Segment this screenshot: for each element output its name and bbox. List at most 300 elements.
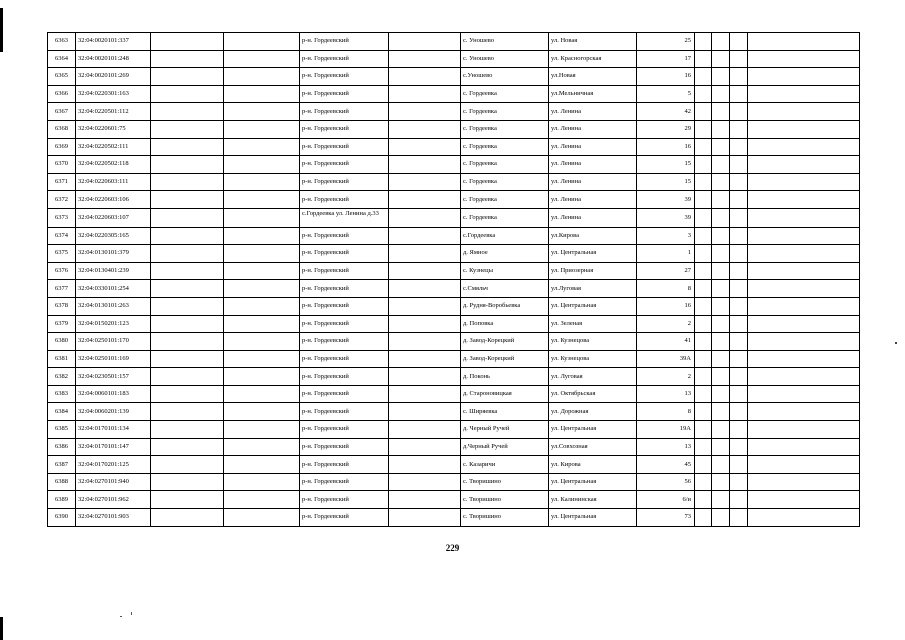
cell-empty — [224, 368, 300, 386]
cell-empty — [389, 191, 461, 209]
cell-empty — [151, 438, 224, 456]
cell-empty — [730, 85, 748, 103]
cell-empty — [712, 50, 730, 68]
cell-record-number: 6385 — [48, 421, 76, 439]
cell-empty — [712, 297, 730, 315]
cell-cadastral-number: 32:04:0220502:118 — [76, 156, 151, 174]
cell-empty — [748, 191, 860, 209]
cell-empty — [695, 350, 712, 368]
cell-empty — [389, 208, 461, 227]
cell-empty — [151, 509, 224, 527]
cell-street: ул. Ленина — [549, 120, 637, 138]
cell-empty — [151, 120, 224, 138]
cell-record-number: 6380 — [48, 333, 76, 351]
cell-house-number: 16 — [637, 68, 695, 86]
cell-empty — [730, 333, 748, 351]
cell-district: р-н. Гордеевский — [300, 333, 389, 351]
cell-empty — [224, 280, 300, 298]
cell-settlement: с. Уношево — [461, 33, 549, 51]
cell-settlement: с. Гордеевка — [461, 191, 549, 209]
table-row — [48, 191, 860, 209]
cell-empty — [712, 509, 730, 527]
cell-district: с.Гордеевка ул. Ленина д.33 — [300, 208, 389, 227]
cell-settlement: с. Кузнецы — [461, 262, 549, 280]
cell-district: р-н. Гордеевский — [300, 156, 389, 174]
cell-empty — [695, 208, 712, 227]
cell-empty — [389, 350, 461, 368]
cell-empty — [712, 103, 730, 121]
cell-district: р-н. Гордеевский — [300, 103, 389, 121]
cell-empty — [151, 403, 224, 421]
cell-empty — [224, 262, 300, 280]
cell-empty — [151, 103, 224, 121]
cell-empty — [224, 68, 300, 86]
cell-cadastral-number: 32:04:0020101:248 — [76, 50, 151, 68]
cell-cadastral-number: 32:04:0220305:165 — [76, 227, 151, 245]
cell-empty — [730, 245, 748, 263]
cell-empty — [224, 473, 300, 491]
cell-empty — [695, 262, 712, 280]
cell-empty — [224, 85, 300, 103]
cell-record-number: 6373 — [48, 208, 76, 227]
cell-empty — [730, 208, 748, 227]
cell-street: ул. Ленина — [549, 138, 637, 156]
cell-settlement: с. Гордеевка — [461, 138, 549, 156]
cell-cadastral-number: 32:04:0220501:112 — [76, 103, 151, 121]
cell-empty — [748, 368, 860, 386]
cell-settlement: с. Гордеевка — [461, 208, 549, 227]
cell-empty — [695, 33, 712, 51]
cell-house-number: 39А — [637, 350, 695, 368]
cell-empty — [151, 245, 224, 263]
cell-empty — [224, 438, 300, 456]
cell-record-number: 6364 — [48, 50, 76, 68]
cell-street: ул. Кузнецова — [549, 350, 637, 368]
cell-empty — [224, 421, 300, 439]
cell-district: р-н. Гордеевский — [300, 315, 389, 333]
cell-house-number: 16 — [637, 138, 695, 156]
cell-house-number: 15 — [637, 156, 695, 174]
table-row — [48, 509, 860, 527]
cell-empty — [748, 120, 860, 138]
cell-empty — [151, 173, 224, 191]
cell-empty — [224, 491, 300, 509]
cell-empty — [695, 173, 712, 191]
cell-empty — [748, 50, 860, 68]
cell-cadastral-number: 32:04:0130401:239 — [76, 262, 151, 280]
table-row — [48, 456, 860, 474]
cell-empty — [151, 85, 224, 103]
cell-settlement: с. Творишино — [461, 473, 549, 491]
table-row — [48, 33, 860, 51]
cell-empty — [748, 68, 860, 86]
cell-empty — [224, 191, 300, 209]
table-row — [48, 208, 860, 227]
cell-empty — [748, 245, 860, 263]
cell-empty — [730, 156, 748, 174]
cell-empty — [389, 85, 461, 103]
cell-empty — [748, 85, 860, 103]
cell-empty — [695, 368, 712, 386]
cell-empty — [748, 456, 860, 474]
cell-record-number: 6367 — [48, 103, 76, 121]
cell-empty — [151, 68, 224, 86]
cell-empty — [389, 491, 461, 509]
cell-house-number: 6/и — [637, 491, 695, 509]
cell-settlement: с. Гордеевка — [461, 85, 549, 103]
cell-district: р-н. Гордеевский — [300, 456, 389, 474]
cell-empty — [695, 227, 712, 245]
cell-empty — [389, 456, 461, 474]
cell-house-number: 13 — [637, 385, 695, 403]
cell-cadastral-number: 32:04:0220603:106 — [76, 191, 151, 209]
cell-cadastral-number: 32:04:0170101:147 — [76, 438, 151, 456]
cell-settlement: с. Творишино — [461, 509, 549, 527]
cell-empty — [224, 103, 300, 121]
cell-empty — [389, 120, 461, 138]
cell-street: ул. Центральная — [549, 473, 637, 491]
cell-empty — [151, 473, 224, 491]
cell-street: ул. Кирова — [549, 456, 637, 474]
cell-district: р-н. Гордеевский — [300, 138, 389, 156]
cell-record-number: 6379 — [48, 315, 76, 333]
cell-record-number: 6387 — [48, 456, 76, 474]
cell-district: р-н. Гордеевский — [300, 33, 389, 51]
cell-street: ул.Луговая — [549, 280, 637, 298]
cell-empty — [389, 262, 461, 280]
cell-street: ул. Ленина — [549, 156, 637, 174]
cell-settlement: с. Гордеевка — [461, 120, 549, 138]
cell-house-number: 29 — [637, 120, 695, 138]
cell-house-number: 1 — [637, 245, 695, 263]
scan-speck — [895, 342, 897, 344]
cell-record-number: 6377 — [48, 280, 76, 298]
cell-record-number: 6378 — [48, 297, 76, 315]
cell-empty — [224, 456, 300, 474]
cell-empty — [712, 456, 730, 474]
cell-empty — [151, 191, 224, 209]
cell-empty — [712, 227, 730, 245]
cell-empty — [151, 138, 224, 156]
cell-house-number: 13 — [637, 438, 695, 456]
cell-empty — [730, 103, 748, 121]
cell-record-number: 6371 — [48, 173, 76, 191]
cell-record-number: 6370 — [48, 156, 76, 174]
cell-empty — [389, 156, 461, 174]
cell-empty — [389, 368, 461, 386]
cell-empty — [748, 138, 860, 156]
table-row — [48, 333, 860, 351]
cell-settlement: д. Поповка — [461, 315, 549, 333]
cell-empty — [730, 491, 748, 509]
table-row — [48, 120, 860, 138]
cell-street: ул. Новая — [549, 33, 637, 51]
cell-district: р-н. Гордеевский — [300, 50, 389, 68]
cell-cadastral-number: 32:04:0270101:903 — [76, 509, 151, 527]
cell-record-number: 6384 — [48, 403, 76, 421]
table-row — [48, 245, 860, 263]
cell-empty — [712, 68, 730, 86]
cell-empty — [695, 438, 712, 456]
cell-empty — [389, 103, 461, 121]
cell-record-number: 6381 — [48, 350, 76, 368]
cell-district: р-н. Гордеевский — [300, 191, 389, 209]
cell-empty — [748, 103, 860, 121]
cell-house-number: 17 — [637, 50, 695, 68]
cell-district: р-н. Гордеевский — [300, 368, 389, 386]
cell-house-number: 45 — [637, 456, 695, 474]
cell-street: ул. Центральная — [549, 509, 637, 527]
cell-empty — [730, 385, 748, 403]
cell-settlement: с. Гордеевка — [461, 103, 549, 121]
cell-empty — [224, 333, 300, 351]
cell-settlement: с.Гордеевка — [461, 227, 549, 245]
cell-record-number: 6376 — [48, 262, 76, 280]
cell-empty — [730, 297, 748, 315]
cell-empty — [151, 227, 224, 245]
cell-settlement: с. Казаричи — [461, 456, 549, 474]
cell-empty — [224, 156, 300, 174]
cell-empty — [389, 333, 461, 351]
cell-street: ул. Октябрьская — [549, 385, 637, 403]
table-row — [48, 438, 860, 456]
cell-empty — [712, 120, 730, 138]
cell-empty — [151, 421, 224, 439]
table-row — [48, 138, 860, 156]
table-row — [48, 50, 860, 68]
cell-empty — [151, 262, 224, 280]
cell-empty — [224, 50, 300, 68]
cell-district: р-н. Гордеевский — [300, 227, 389, 245]
cell-district: р-н. Гордеевский — [300, 509, 389, 527]
cell-empty — [712, 438, 730, 456]
cell-settlement: д. Староновицкая — [461, 385, 549, 403]
cell-empty — [151, 297, 224, 315]
cell-empty — [695, 473, 712, 491]
cell-record-number: 6388 — [48, 473, 76, 491]
scan-edge-mark — [0, 617, 3, 640]
cell-cadastral-number: 32:04:0130101:379 — [76, 245, 151, 263]
cell-empty — [748, 156, 860, 174]
registry-table — [47, 32, 860, 527]
cell-empty — [730, 509, 748, 527]
cell-empty — [748, 421, 860, 439]
cell-street: ул. Зеленая — [549, 315, 637, 333]
cell-settlement: с. Творишино — [461, 491, 549, 509]
cell-empty — [224, 297, 300, 315]
table-row — [48, 280, 860, 298]
cell-district: р-н. Гордеевский — [300, 297, 389, 315]
cell-district: р-н. Гордеевский — [300, 421, 389, 439]
cell-empty — [151, 456, 224, 474]
table-row — [48, 68, 860, 86]
cell-street: ул. Ленина — [549, 173, 637, 191]
cell-empty — [712, 403, 730, 421]
cell-district: р-н. Гордеевский — [300, 491, 389, 509]
cell-empty — [695, 421, 712, 439]
cell-empty — [730, 191, 748, 209]
cell-cadastral-number: 32:04:0060101:183 — [76, 385, 151, 403]
cell-empty — [748, 403, 860, 421]
cell-empty — [224, 245, 300, 263]
cell-empty — [389, 245, 461, 263]
cell-empty — [748, 491, 860, 509]
table-row — [48, 103, 860, 121]
cell-empty — [712, 85, 730, 103]
cell-house-number: 39 — [637, 208, 695, 227]
cell-empty — [151, 385, 224, 403]
cell-empty — [389, 473, 461, 491]
cell-empty — [695, 385, 712, 403]
cell-empty — [748, 315, 860, 333]
cell-street: ул. Калининская — [549, 491, 637, 509]
table-row — [48, 421, 860, 439]
cell-empty — [712, 315, 730, 333]
cell-record-number: 6368 — [48, 120, 76, 138]
cell-cadastral-number: 32:04:0170201:125 — [76, 456, 151, 474]
cell-house-number: 2 — [637, 368, 695, 386]
cell-empty — [748, 227, 860, 245]
table-row — [48, 491, 860, 509]
cell-empty — [224, 509, 300, 527]
cell-empty — [712, 280, 730, 298]
table-row — [48, 297, 860, 315]
cell-cadastral-number: 32:04:0020101:337 — [76, 33, 151, 51]
cell-house-number: 5 — [637, 85, 695, 103]
cell-empty — [151, 315, 224, 333]
cell-empty — [748, 262, 860, 280]
cell-record-number: 6383 — [48, 385, 76, 403]
table-row — [48, 173, 860, 191]
cell-record-number: 6366 — [48, 85, 76, 103]
cell-record-number: 6369 — [48, 138, 76, 156]
cell-empty — [224, 120, 300, 138]
cell-empty — [712, 368, 730, 386]
cell-empty — [389, 50, 461, 68]
cell-empty — [730, 438, 748, 456]
cell-street: ул. Ленина — [549, 208, 637, 227]
cell-empty — [695, 156, 712, 174]
cell-empty — [730, 456, 748, 474]
cell-district: р-н. Гордеевский — [300, 280, 389, 298]
cell-empty — [712, 156, 730, 174]
cell-street: ул. Луговая — [549, 368, 637, 386]
cell-empty — [389, 315, 461, 333]
cell-empty — [712, 473, 730, 491]
cell-street: ул. Ленина — [549, 191, 637, 209]
table-row — [48, 403, 860, 421]
cell-settlement: д. Рудня-Воробьевка — [461, 297, 549, 315]
cell-empty — [151, 33, 224, 51]
cell-empty — [712, 191, 730, 209]
cell-district: р-н. Гордеевский — [300, 173, 389, 191]
cell-empty — [389, 509, 461, 527]
cell-district: р-н. Гордеевский — [300, 68, 389, 86]
cell-empty — [389, 280, 461, 298]
cell-empty — [695, 333, 712, 351]
cell-house-number: 25 — [637, 33, 695, 51]
cell-empty — [151, 350, 224, 368]
cell-empty — [151, 156, 224, 174]
cell-empty — [224, 385, 300, 403]
cell-empty — [712, 33, 730, 51]
cell-street: ул. Дорожная — [549, 403, 637, 421]
cell-street: ул.Новая — [549, 68, 637, 86]
cell-cadastral-number: 32:04:0250101:170 — [76, 333, 151, 351]
cell-empty — [730, 403, 748, 421]
cell-street: ул.Кирова — [549, 227, 637, 245]
cell-empty — [389, 227, 461, 245]
table-row — [48, 315, 860, 333]
cell-empty — [730, 173, 748, 191]
cell-empty — [730, 50, 748, 68]
cell-empty — [730, 138, 748, 156]
cell-empty — [151, 208, 224, 227]
cell-house-number: 2 — [637, 315, 695, 333]
cell-empty — [730, 315, 748, 333]
table-row — [48, 473, 860, 491]
table-row — [48, 262, 860, 280]
cell-house-number: 27 — [637, 262, 695, 280]
cell-empty — [730, 421, 748, 439]
cell-empty — [695, 403, 712, 421]
cell-settlement: д. Ямное — [461, 245, 549, 263]
cell-house-number: 19А — [637, 421, 695, 439]
cell-empty — [712, 333, 730, 351]
cell-cadastral-number: 32:04:0220601:75 — [76, 120, 151, 138]
cell-house-number: 8 — [637, 280, 695, 298]
cell-empty — [730, 350, 748, 368]
cell-empty — [695, 103, 712, 121]
table-row — [48, 227, 860, 245]
cell-empty — [730, 120, 748, 138]
cell-empty — [695, 245, 712, 263]
cell-settlement: д.Черный Ручей — [461, 438, 549, 456]
cell-house-number: 8 — [637, 403, 695, 421]
cell-record-number: 6372 — [48, 191, 76, 209]
cell-empty — [389, 33, 461, 51]
cell-empty — [748, 280, 860, 298]
cell-street: ул. Кузнецова — [549, 333, 637, 351]
scan-edge-mark — [0, 8, 3, 52]
cell-empty — [748, 509, 860, 527]
table-row — [48, 85, 860, 103]
cell-empty — [695, 297, 712, 315]
cell-empty — [151, 491, 224, 509]
cell-cadastral-number: 32:04:0150201:123 — [76, 315, 151, 333]
cell-house-number: 3 — [637, 227, 695, 245]
cell-cadastral-number: 32:04:0220603:111 — [76, 173, 151, 191]
cell-street: ул. Центральная — [549, 421, 637, 439]
cell-settlement: с. Уношево — [461, 50, 549, 68]
cell-empty — [730, 368, 748, 386]
cell-empty — [389, 68, 461, 86]
cell-street: ул. Центральная — [549, 245, 637, 263]
cell-cadastral-number: 32:04:0130101:263 — [76, 297, 151, 315]
cell-cadastral-number: 32:04:0230501:157 — [76, 368, 151, 386]
registry-table-body — [48, 33, 860, 527]
cell-district: р-н. Гордеевский — [300, 350, 389, 368]
cell-empty — [712, 138, 730, 156]
cell-empty — [748, 208, 860, 227]
table-row — [48, 350, 860, 368]
cell-district: р-н. Гордеевский — [300, 438, 389, 456]
cell-settlement: с. Гордеевка — [461, 156, 549, 174]
cell-district: р-н. Гордеевский — [300, 85, 389, 103]
scan-speck — [131, 612, 132, 615]
cell-house-number: 41 — [637, 333, 695, 351]
cell-empty — [151, 368, 224, 386]
